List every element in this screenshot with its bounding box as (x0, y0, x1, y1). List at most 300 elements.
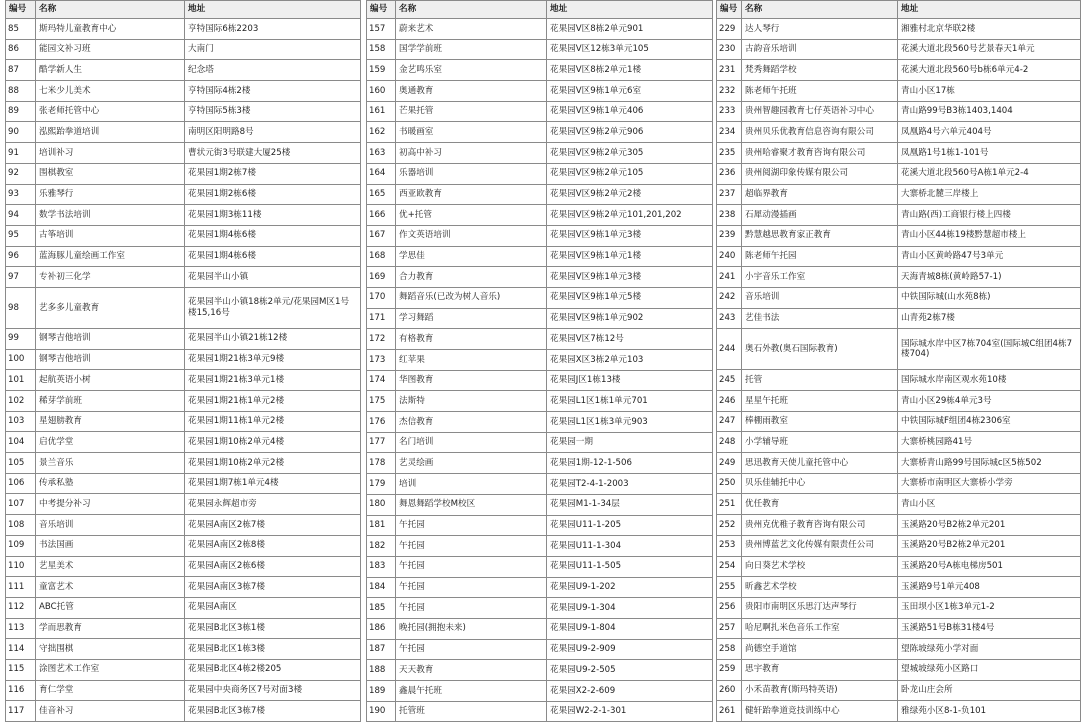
cell-address: 山青苑2栋7楼 (898, 308, 1081, 329)
cell-number: 251 (717, 494, 742, 515)
cell-number: 115 (6, 659, 36, 680)
cell-number: 189 (367, 681, 396, 702)
table-row (367, 639, 713, 660)
cell-number: 117 (6, 701, 36, 722)
cell-number: 86 (6, 39, 36, 60)
cell-name: 贵州智趣园教育七仔英语补习中心 (742, 101, 898, 122)
cell-number: 163 (367, 143, 396, 164)
cell-name: 优任教育 (742, 494, 898, 515)
cell-number: 185 (367, 598, 396, 619)
cell-name: ABC托管 (36, 597, 185, 618)
header-address: 地址 (547, 1, 713, 19)
cell-number: 176 (367, 412, 396, 433)
cell-name: 名门培训 (396, 432, 547, 453)
cell-address: 花果园1期2栋6楼 (185, 184, 361, 205)
cell-number: 88 (6, 81, 36, 102)
cell-number: 97 (6, 267, 36, 288)
cell-number: 111 (6, 577, 36, 598)
cell-address: 大寨桥北麓三岸楼上 (898, 184, 1081, 205)
cell-name: 音乐培训 (36, 515, 185, 536)
table-row (367, 701, 713, 722)
cell-address: 花溪大道北段560号艺景春天1单元 (898, 39, 1081, 60)
cell-number: 184 (367, 577, 396, 598)
cell-number: 258 (717, 639, 742, 660)
cell-number: 169 (367, 267, 396, 288)
table-row (717, 639, 1081, 660)
cell-address: 雅绿苑小区8-1-负101 (898, 701, 1081, 722)
cell-name: 稀芽学前班 (36, 391, 185, 412)
cell-name: 七米少儿美术 (36, 81, 185, 102)
cell-name: 午托园 (396, 577, 547, 598)
cell-number: 236 (717, 163, 742, 184)
cell-name: 天天教育 (396, 660, 547, 681)
cell-address: 花果园A南区2栋7楼 (185, 515, 361, 536)
cell-name: 艺佳书法 (742, 308, 898, 329)
table-row (6, 225, 361, 246)
cell-number: 109 (6, 535, 36, 556)
cell-number: 164 (367, 163, 396, 184)
cell-address: 青山小区29栋4单元3号 (898, 391, 1081, 412)
cell-address: 花果园U9-1-202 (547, 577, 713, 598)
cell-number: 104 (6, 432, 36, 453)
cell-address: 花果园1期21栋3单元9楼 (185, 349, 361, 370)
cell-name: 托管 (742, 370, 898, 391)
cell-number: 229 (717, 19, 742, 40)
cell-name: 童富艺术 (36, 577, 185, 598)
cell-name: 学习舞蹈 (396, 308, 547, 329)
cell-number: 186 (367, 618, 396, 639)
cell-address: 花果园V区9栋2单元105 (547, 163, 713, 184)
cell-number: 167 (367, 225, 396, 246)
table-row (6, 287, 361, 328)
cell-address: 花果园永辉超市旁 (185, 494, 361, 515)
cell-number: 168 (367, 246, 396, 267)
cell-number: 190 (367, 701, 396, 722)
cell-number: 181 (367, 515, 396, 536)
cell-number: 105 (6, 453, 36, 474)
cell-address: 花果园V区9栋2单元305 (547, 143, 713, 164)
cell-address: 花果园X区3栋2单元103 (547, 350, 713, 371)
table-row (717, 101, 1081, 122)
cell-number: 114 (6, 639, 36, 660)
cell-name: 传承私塾 (36, 473, 185, 494)
table-row (717, 205, 1081, 226)
header-number: 编号 (717, 1, 742, 19)
cell-name: 晚托园(拥抱未来) (396, 618, 547, 639)
cell-address: 青山小区黄岭路47号3单元 (898, 246, 1081, 267)
cell-name: 贵州阅湖印象传媒有限公司 (742, 163, 898, 184)
cell-name: 专补初三化学 (36, 267, 185, 288)
cell-name: 培训补习 (36, 143, 185, 164)
table-row (6, 618, 361, 639)
table-row (717, 122, 1081, 143)
table-row (367, 370, 713, 391)
cell-address: 国际城水岸南区观水苑10楼 (898, 370, 1081, 391)
cell-name: 陈老师午托班 (742, 81, 898, 102)
cell-name: 贵州克优稚子教育咨询有限公司 (742, 515, 898, 536)
cell-number: 175 (367, 391, 396, 412)
cell-address: 曹状元街3号联建大厦25楼 (185, 143, 361, 164)
cell-number: 91 (6, 143, 36, 164)
cell-number: 173 (367, 350, 396, 371)
table-row (367, 60, 713, 81)
cell-name: 贵州哈睿聚才教育咨询有限公司 (742, 143, 898, 164)
cell-number: 108 (6, 515, 36, 536)
cell-name: 景兰音乐 (36, 453, 185, 474)
header-number: 编号 (6, 1, 36, 19)
cell-number: 95 (6, 225, 36, 246)
cell-name: 华图教育 (396, 370, 547, 391)
cell-address: 花果园U11-1-304 (547, 536, 713, 557)
cell-address: 花果园1期21栋3单元1楼 (185, 370, 361, 391)
table-row (367, 391, 713, 412)
cell-address: 大寨桥青山路99号国际城c区5栋502 (898, 453, 1081, 474)
cell-number: 260 (717, 680, 742, 701)
cell-address: 花果园一期 (547, 432, 713, 453)
table-row (6, 680, 361, 701)
cell-address: 花果园V区9栋2单元906 (547, 122, 713, 143)
cell-address: 花果园V区9栋1单元406 (547, 101, 713, 122)
cell-address: 花果园V区8栋2单元901 (547, 19, 713, 40)
table-row (6, 432, 361, 453)
table-row (367, 101, 713, 122)
cell-name: 钢琴吉他培训 (36, 328, 185, 349)
cell-number: 112 (6, 597, 36, 618)
table-row (717, 618, 1081, 639)
cell-name: 乐器培训 (396, 163, 547, 184)
cell-address: 青山路99号B3栋1403,1404 (898, 101, 1081, 122)
cell-number: 93 (6, 184, 36, 205)
cell-address: 湘雅村北京华联2楼 (898, 19, 1081, 40)
cell-number: 252 (717, 515, 742, 536)
cell-number: 187 (367, 639, 396, 660)
cell-name: 佳音补习 (36, 701, 185, 722)
cell-name: 小宇音乐工作室 (742, 267, 898, 288)
cell-number: 101 (6, 370, 36, 391)
cell-address: 花溪大道北段560号A栋1单元2-4 (898, 163, 1081, 184)
cell-address: 花果园1期4栋6楼 (185, 225, 361, 246)
cell-name: 守拙围棋 (36, 639, 185, 660)
table-row (367, 618, 713, 639)
table-body (6, 19, 361, 722)
cell-name: 贵阳市南明区乐思汀达声琴行 (742, 597, 898, 618)
cell-name: 蓝海豚儿童绘画工作室 (36, 246, 185, 267)
cell-address: 亨特国际4栋2楼 (185, 81, 361, 102)
cell-number: 241 (717, 267, 742, 288)
table-column-2 (366, 0, 713, 722)
cell-address: 花果园V区7栋12号 (547, 329, 713, 350)
cell-name: 贵州贝乐优教育信息咨询有限公司 (742, 122, 898, 143)
cell-name: 昕鑫艺术学校 (742, 577, 898, 598)
table-row (717, 473, 1081, 494)
cell-address: 天海青城8栋(黄岭路57-1) (898, 267, 1081, 288)
table-row (717, 515, 1081, 536)
cell-name: 数学书法培训 (36, 205, 185, 226)
cell-name: 尚德空手道馆 (742, 639, 898, 660)
cell-name: 星翅膀教育 (36, 411, 185, 432)
cell-number: 234 (717, 122, 742, 143)
cell-name: 舞蹈音乐(已改为树人音乐) (396, 287, 547, 308)
cell-number: 157 (367, 19, 396, 40)
cell-address: 花溪大道北段560号b栋6单元4-2 (898, 60, 1081, 81)
table-row (367, 19, 713, 40)
table-row (717, 659, 1081, 680)
cell-name: 奥通教育 (396, 81, 547, 102)
table-row (6, 19, 361, 40)
table-column-1 (5, 0, 361, 722)
cell-name: 音乐培训 (742, 287, 898, 308)
table-row (367, 515, 713, 536)
cell-name: 能园文补习班 (36, 39, 185, 60)
table-row (6, 101, 361, 122)
cell-address: 大南门 (185, 39, 361, 60)
cell-name: 斯玛特儿童教育中心 (36, 19, 185, 40)
header-name: 名称 (396, 1, 547, 19)
header-row (717, 1, 1081, 19)
cell-name: 小学辅导班 (742, 432, 898, 453)
cell-name: 贵州博蓝艺文化传媒有限责任公司 (742, 535, 898, 556)
cell-number: 255 (717, 577, 742, 598)
cell-address: 亨特国际5栋3楼 (185, 101, 361, 122)
table-row (717, 494, 1081, 515)
cell-name: 泓熙跆拳道培训 (36, 122, 185, 143)
cell-address: 玉田坝小区1栋3单元1-2 (898, 597, 1081, 618)
cell-name: 星星午托班 (742, 391, 898, 412)
cell-address: 望城坡绿苑小区路口 (898, 659, 1081, 680)
cell-number: 107 (6, 494, 36, 515)
cell-name: 国学学前班 (396, 39, 547, 60)
cell-address: 玉溪路20号A栋电梯房501 (898, 556, 1081, 577)
table-row (717, 81, 1081, 102)
table-row (6, 391, 361, 412)
cell-address: 南明区阳明路8号 (185, 122, 361, 143)
cell-number: 172 (367, 329, 396, 350)
table-row (6, 515, 361, 536)
cell-address: 花果园X2-2-609 (547, 681, 713, 702)
table-row (6, 701, 361, 722)
table-row (6, 143, 361, 164)
cell-number: 247 (717, 411, 742, 432)
cell-number: 92 (6, 163, 36, 184)
cell-name: 杰信教育 (396, 412, 547, 433)
table-row (367, 598, 713, 619)
header-row (367, 1, 713, 19)
cell-number: 256 (717, 597, 742, 618)
cell-address: 花果园中央商务区7号对面3楼 (185, 680, 361, 701)
table-row (6, 639, 361, 660)
cell-name: 思迅教育天使儿童托管中心 (742, 453, 898, 474)
cell-number: 99 (6, 328, 36, 349)
cell-name: 棒棚雨教室 (742, 411, 898, 432)
cell-name: 托管班 (396, 701, 547, 722)
table-row (717, 391, 1081, 412)
cell-number: 245 (717, 370, 742, 391)
table-row (367, 81, 713, 102)
cell-number: 103 (6, 411, 36, 432)
cell-number: 162 (367, 122, 396, 143)
cell-address: 花果园半山小镇21栋12楼 (185, 328, 361, 349)
table-row (6, 349, 361, 370)
cell-number: 188 (367, 660, 396, 681)
cell-number: 254 (717, 556, 742, 577)
cell-name: 陈老师午托园 (742, 246, 898, 267)
cell-number: 244 (717, 329, 742, 370)
cell-number: 259 (717, 659, 742, 680)
cell-number: 178 (367, 453, 396, 474)
table-row (6, 246, 361, 267)
cell-address: 花果园M1-1-34层 (547, 494, 713, 515)
table-row (367, 660, 713, 681)
table-row (6, 39, 361, 60)
cell-number: 100 (6, 349, 36, 370)
table-row (367, 39, 713, 60)
cell-name: 达人琴行 (742, 19, 898, 40)
cell-address: 花果园1期3栋11楼 (185, 205, 361, 226)
table-row (717, 432, 1081, 453)
table-row (6, 184, 361, 205)
table-column-3 (716, 0, 1081, 722)
table-row (6, 494, 361, 515)
table-row (367, 577, 713, 598)
header-row (6, 1, 361, 19)
table-row (367, 350, 713, 371)
cell-name: 贝乐佳辅托中心 (742, 473, 898, 494)
cell-number: 98 (6, 287, 36, 328)
cell-address: 玉溪路20号B2栋2单元201 (898, 535, 1081, 556)
table-row (6, 453, 361, 474)
cell-name: 钢琴吉他培训 (36, 349, 185, 370)
cell-address: 中铁国际城F组团4栋2306室 (898, 411, 1081, 432)
cell-number: 250 (717, 473, 742, 494)
cell-number: 158 (367, 39, 396, 60)
cell-name: 学而思教育 (36, 618, 185, 639)
cell-number: 238 (717, 205, 742, 226)
cell-address: 花果园1期-12-1-506 (547, 453, 713, 474)
table-row (367, 225, 713, 246)
cell-number: 94 (6, 205, 36, 226)
cell-address: 花果园V区9栋1单元902 (547, 308, 713, 329)
table-row (367, 308, 713, 329)
cell-name: 芒果托管 (396, 101, 547, 122)
cell-number: 183 (367, 556, 396, 577)
cell-number: 233 (717, 101, 742, 122)
cell-name: 书暖画室 (396, 122, 547, 143)
cell-name: 艺多多儿童教育 (36, 287, 185, 328)
cell-number: 179 (367, 474, 396, 495)
table-row (367, 536, 713, 557)
table-row (717, 163, 1081, 184)
cell-name: 中考提分补习 (36, 494, 185, 515)
table-row (367, 205, 713, 226)
table-row (367, 163, 713, 184)
cell-number: 243 (717, 308, 742, 329)
cell-address: 花果园W2-2-1-301 (547, 701, 713, 722)
cell-number: 90 (6, 122, 36, 143)
cell-address: 花果园U11-1-505 (547, 556, 713, 577)
cell-name: 有格教育 (396, 329, 547, 350)
cell-name: 艺灵绘画 (396, 453, 547, 474)
cell-number: 87 (6, 60, 36, 81)
cell-number: 116 (6, 680, 36, 701)
cell-number: 102 (6, 391, 36, 412)
cell-name: 石犀动漫插画 (742, 205, 898, 226)
cell-name: 午托园 (396, 515, 547, 536)
table-row (717, 556, 1081, 577)
cell-address: 花果园V区12栋3单元105 (547, 39, 713, 60)
cell-address: 花果园半山小镇18栋2单元/花果园M区1号楼15,16号 (185, 287, 361, 328)
table-row (367, 556, 713, 577)
table-row (367, 246, 713, 267)
cell-address: 花果园A南区3栋7楼 (185, 577, 361, 598)
cell-name: 舞恩舞蹈学校M校区 (396, 494, 547, 515)
cell-address: 卧龙山庄会所 (898, 680, 1081, 701)
cell-number: 239 (717, 225, 742, 246)
cell-address: 花果园B北区3栋1楼 (185, 618, 361, 639)
table-row (6, 267, 361, 288)
table-row (367, 453, 713, 474)
cell-name: 古韵音乐培训 (742, 39, 898, 60)
cell-address: 凤凰路4号六单元404号 (898, 122, 1081, 143)
header-address: 地址 (898, 1, 1081, 19)
cell-name: 午托园 (396, 639, 547, 660)
cell-address: 花果园U9-1-304 (547, 598, 713, 619)
cell-name: 红苹果 (396, 350, 547, 371)
cell-number: 257 (717, 618, 742, 639)
cell-name: 梵秀舞蹈学校 (742, 60, 898, 81)
table-row (717, 701, 1081, 722)
cell-address: 大寨桥市南明区大寨桥小学旁 (898, 473, 1081, 494)
cell-number: 237 (717, 184, 742, 205)
cell-name: 午托园 (396, 536, 547, 557)
table-row (367, 494, 713, 515)
table-row (6, 122, 361, 143)
cell-number: 171 (367, 308, 396, 329)
cell-address: 凤凰路1号1栋1-101号 (898, 143, 1081, 164)
cell-number: 113 (6, 618, 36, 639)
table-row (6, 370, 361, 391)
table-row (367, 474, 713, 495)
cell-number: 160 (367, 81, 396, 102)
table-row (717, 19, 1081, 40)
table-row (6, 535, 361, 556)
table-row (717, 329, 1081, 370)
cell-name: 向日葵艺术学校 (742, 556, 898, 577)
cell-number: 166 (367, 205, 396, 226)
cell-address: 花果园U9-2-505 (547, 660, 713, 681)
cell-number: 235 (717, 143, 742, 164)
cell-address: 花果园1期10栋2单元2楼 (185, 453, 361, 474)
table-row (717, 370, 1081, 391)
table-row (717, 597, 1081, 618)
cell-number: 161 (367, 101, 396, 122)
cell-address: 花果园1期2栋7楼 (185, 163, 361, 184)
table-row (717, 577, 1081, 598)
cell-address: 花果园V区9栋1单元5楼 (547, 287, 713, 308)
table-row (6, 163, 361, 184)
cell-number: 106 (6, 473, 36, 494)
cell-number: 85 (6, 19, 36, 40)
cell-number: 174 (367, 370, 396, 391)
cell-address: 望陈坡绿苑小学对面 (898, 639, 1081, 660)
cell-number: 261 (717, 701, 742, 722)
cell-address: 花果园V区9栋1单元3楼 (547, 225, 713, 246)
cell-address: 青山路(西)工商银行楼上四楼 (898, 205, 1081, 226)
cell-address: 花果园B北区4栋2楼205 (185, 659, 361, 680)
cell-name: 乐雅琴行 (36, 184, 185, 205)
cell-name: 古筝培训 (36, 225, 185, 246)
cell-address: 玉溪路20号B2栋2单元201 (898, 515, 1081, 536)
table-row (717, 308, 1081, 329)
